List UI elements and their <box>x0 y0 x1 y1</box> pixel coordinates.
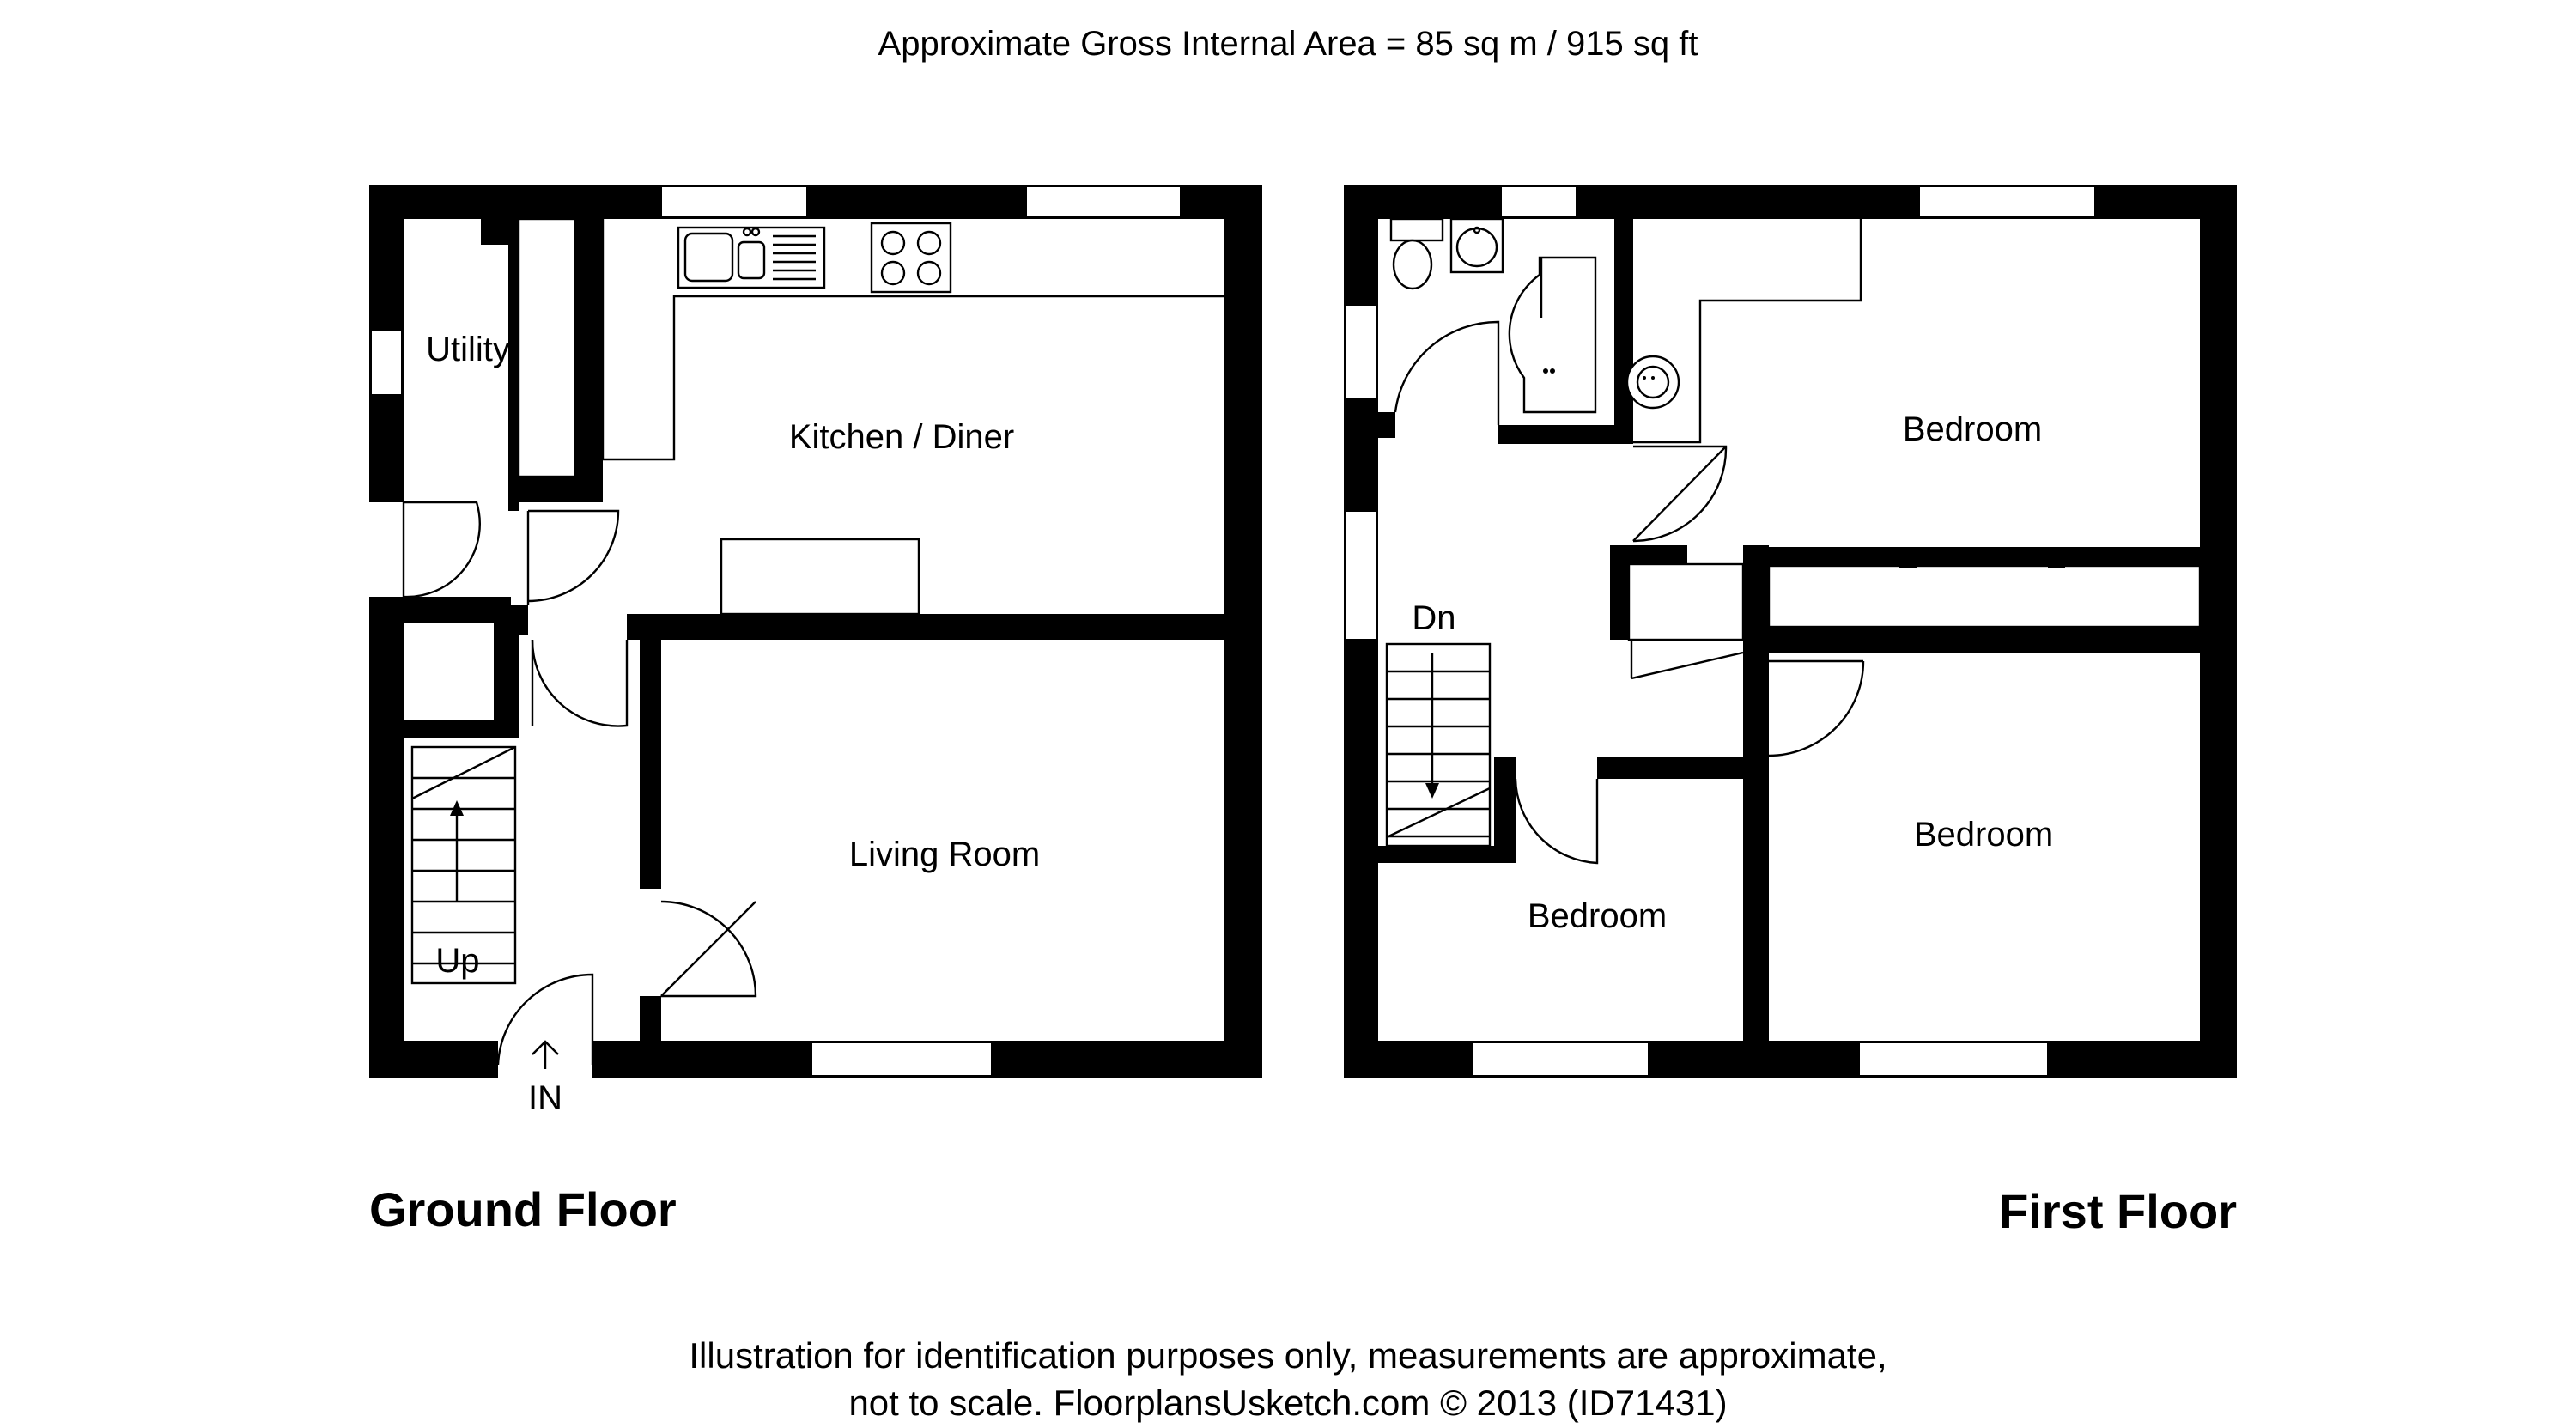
bedroom-1-window <box>1919 186 2095 217</box>
room-label-bedroom-3: Bedroom <box>1527 897 1668 935</box>
bedroom-2-window <box>1859 1042 2048 1076</box>
ground-floor-title: Ground Floor <box>369 1182 677 1237</box>
kitchen-window-1 <box>661 186 807 217</box>
room-label-living-room: Living Room <box>848 836 1041 873</box>
bathroom-window <box>1501 186 1577 217</box>
room-label-bedroom-2: Bedroom <box>1913 816 2054 854</box>
room-label-bedroom-1: Bedroom <box>1902 410 2043 448</box>
room-label-utility: Utility <box>426 331 510 368</box>
disclaimer-line-2: not to scale. FloorplansUsketch.com © 2013 (ID71431) <box>848 1382 1728 1423</box>
entrance-label: IN <box>528 1079 562 1117</box>
ground-floor-plan <box>369 185 1262 1237</box>
utility-window <box>371 331 402 395</box>
first-floor-plan <box>1344 185 2237 1238</box>
stairs-down-label: Dn <box>1412 599 1456 637</box>
disclaimer-line-1: Illustration for identification purposes only, measurements are approximate, <box>689 1335 1887 1376</box>
room-label-kitchen-diner: Kitchen / Diner <box>788 418 1015 456</box>
stairs-up-label: Up <box>435 942 480 980</box>
landing-window-2 <box>1346 511 1376 640</box>
kitchen-window-2 <box>1026 186 1181 217</box>
bedroom-3-window <box>1473 1042 1649 1076</box>
first-floor-title: First Floor <box>1999 1184 2237 1238</box>
landing-window-1 <box>1346 305 1376 399</box>
area-heading: Approximate Gross Internal Area = 85 sq m / 915 sq ft <box>878 25 1698 63</box>
living-window <box>811 1042 992 1076</box>
